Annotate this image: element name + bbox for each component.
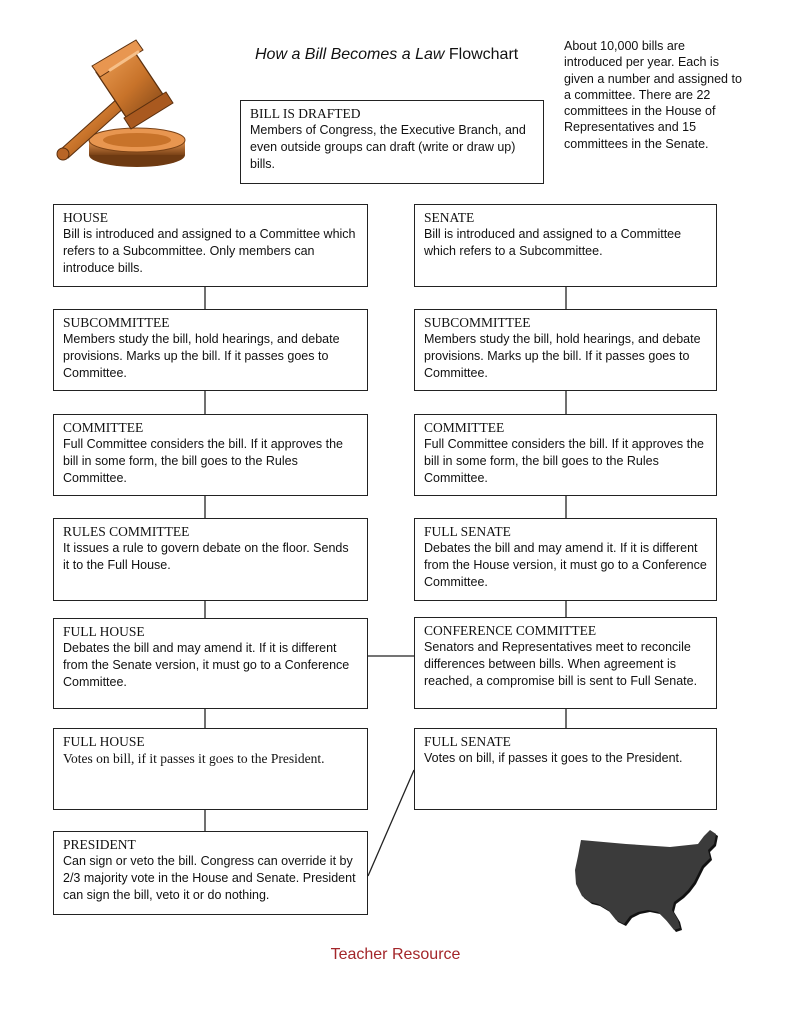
page-title [255, 46, 518, 64]
senate-box [414, 204, 717, 287]
box-heading: FULL HOUSE [63, 734, 145, 749]
box-body: Full Committee considers the bill. If it approves the bill in some form, the bill goes to the Rules Committee. [63, 437, 343, 485]
bill-drafted-box [240, 100, 544, 184]
box-heading: BILL IS DRAFTED [250, 106, 361, 121]
senate-committee-box [414, 414, 717, 496]
box-body: Bill is introduced and assigned to a Committee which refers to a Subcommittee. [424, 227, 682, 258]
box-heading: SENATE [424, 210, 475, 225]
title-rest: Flowchart [444, 46, 519, 63]
president-box [53, 831, 368, 915]
teacher-resource-label: Teacher Resource [330, 946, 461, 963]
box-heading: HOUSE [63, 210, 109, 225]
box-body: It issues a rule to govern debate on the floor. Sends it to the Full House. [63, 541, 349, 572]
full-senate-vote-box [414, 728, 717, 810]
box-body: Can sign or veto the bill. Congress can override it by 2/3 majority vote in the House and Senate. President can sign the bill, veto it or do nothing. [63, 854, 356, 902]
box-body: Bill is introduced and assigned to a Committee which refers to a Subcommittee. Only members can introduce bills. [63, 227, 356, 275]
box-heading: FULL SENATE [424, 524, 511, 539]
conference-committee-box [414, 617, 717, 709]
box-heading: SUBCOMMITTEE [63, 315, 170, 330]
full-house-debate-box [53, 618, 368, 709]
box-heading: COMMITTEE [63, 420, 144, 435]
house-committee-box [53, 414, 368, 496]
box-heading: CONFERENCE COMMITTEE [424, 623, 597, 638]
box-body: Debates the bill and may amend it. If it is different from the Senate version, it must go to a Conference Committee. [63, 641, 350, 689]
house-subcommittee-box [53, 309, 368, 391]
full-senate-debate-box [414, 518, 717, 601]
full-house-vote-box [53, 728, 368, 810]
box-heading: FULL SENATE [424, 734, 511, 749]
box-body: Senators and Representatives meet to reconcile differences between bills. When agreement is reached, a compromise bill is sent to Full Senate. [424, 640, 698, 688]
box-heading: SUBCOMMITTEE [424, 315, 531, 330]
box-body: Members of Congress, the Executive Branch, and even outside groups can draft (write or draw up) bills. [250, 123, 526, 171]
box-body: Members study the bill, hold hearings, and debate provisions. Marks up the bill. If it passes goes to Committee. [63, 332, 340, 380]
house-box [53, 204, 368, 287]
box-heading: PRESIDENT [63, 837, 136, 852]
box-body: Members study the bill, hold hearings, and debate provisions. Marks up the bill. If it passes goes to Committee. [424, 332, 701, 380]
box-heading: FULL HOUSE [63, 624, 145, 639]
box-heading: COMMITTEE [424, 420, 505, 435]
box-body: Votes on bill, if it passes it goes to the President. [63, 751, 325, 766]
box-heading: RULES COMMITTEE [63, 524, 190, 539]
committee-note: About 10,000 bills are introduced per year. Each is given a number and assigned to a committee. There are 22 committees in the House of Representatives and 15 committees in the Senate. [564, 39, 742, 151]
senate-subcommittee-box [414, 309, 717, 391]
title-italic: How a Bill Becomes a Law [255, 46, 445, 63]
box-body: Debates the bill and may amend it. If it is different from the House version, it must go to a Conference Committee. [424, 541, 707, 589]
rules-committee-box [53, 518, 368, 601]
box-body: Full Committee considers the bill. If it approves the bill in some form, the bill goes to the Rules Committee. [424, 437, 704, 485]
box-body: Votes on bill, if passes it goes to the President. [424, 751, 683, 765]
